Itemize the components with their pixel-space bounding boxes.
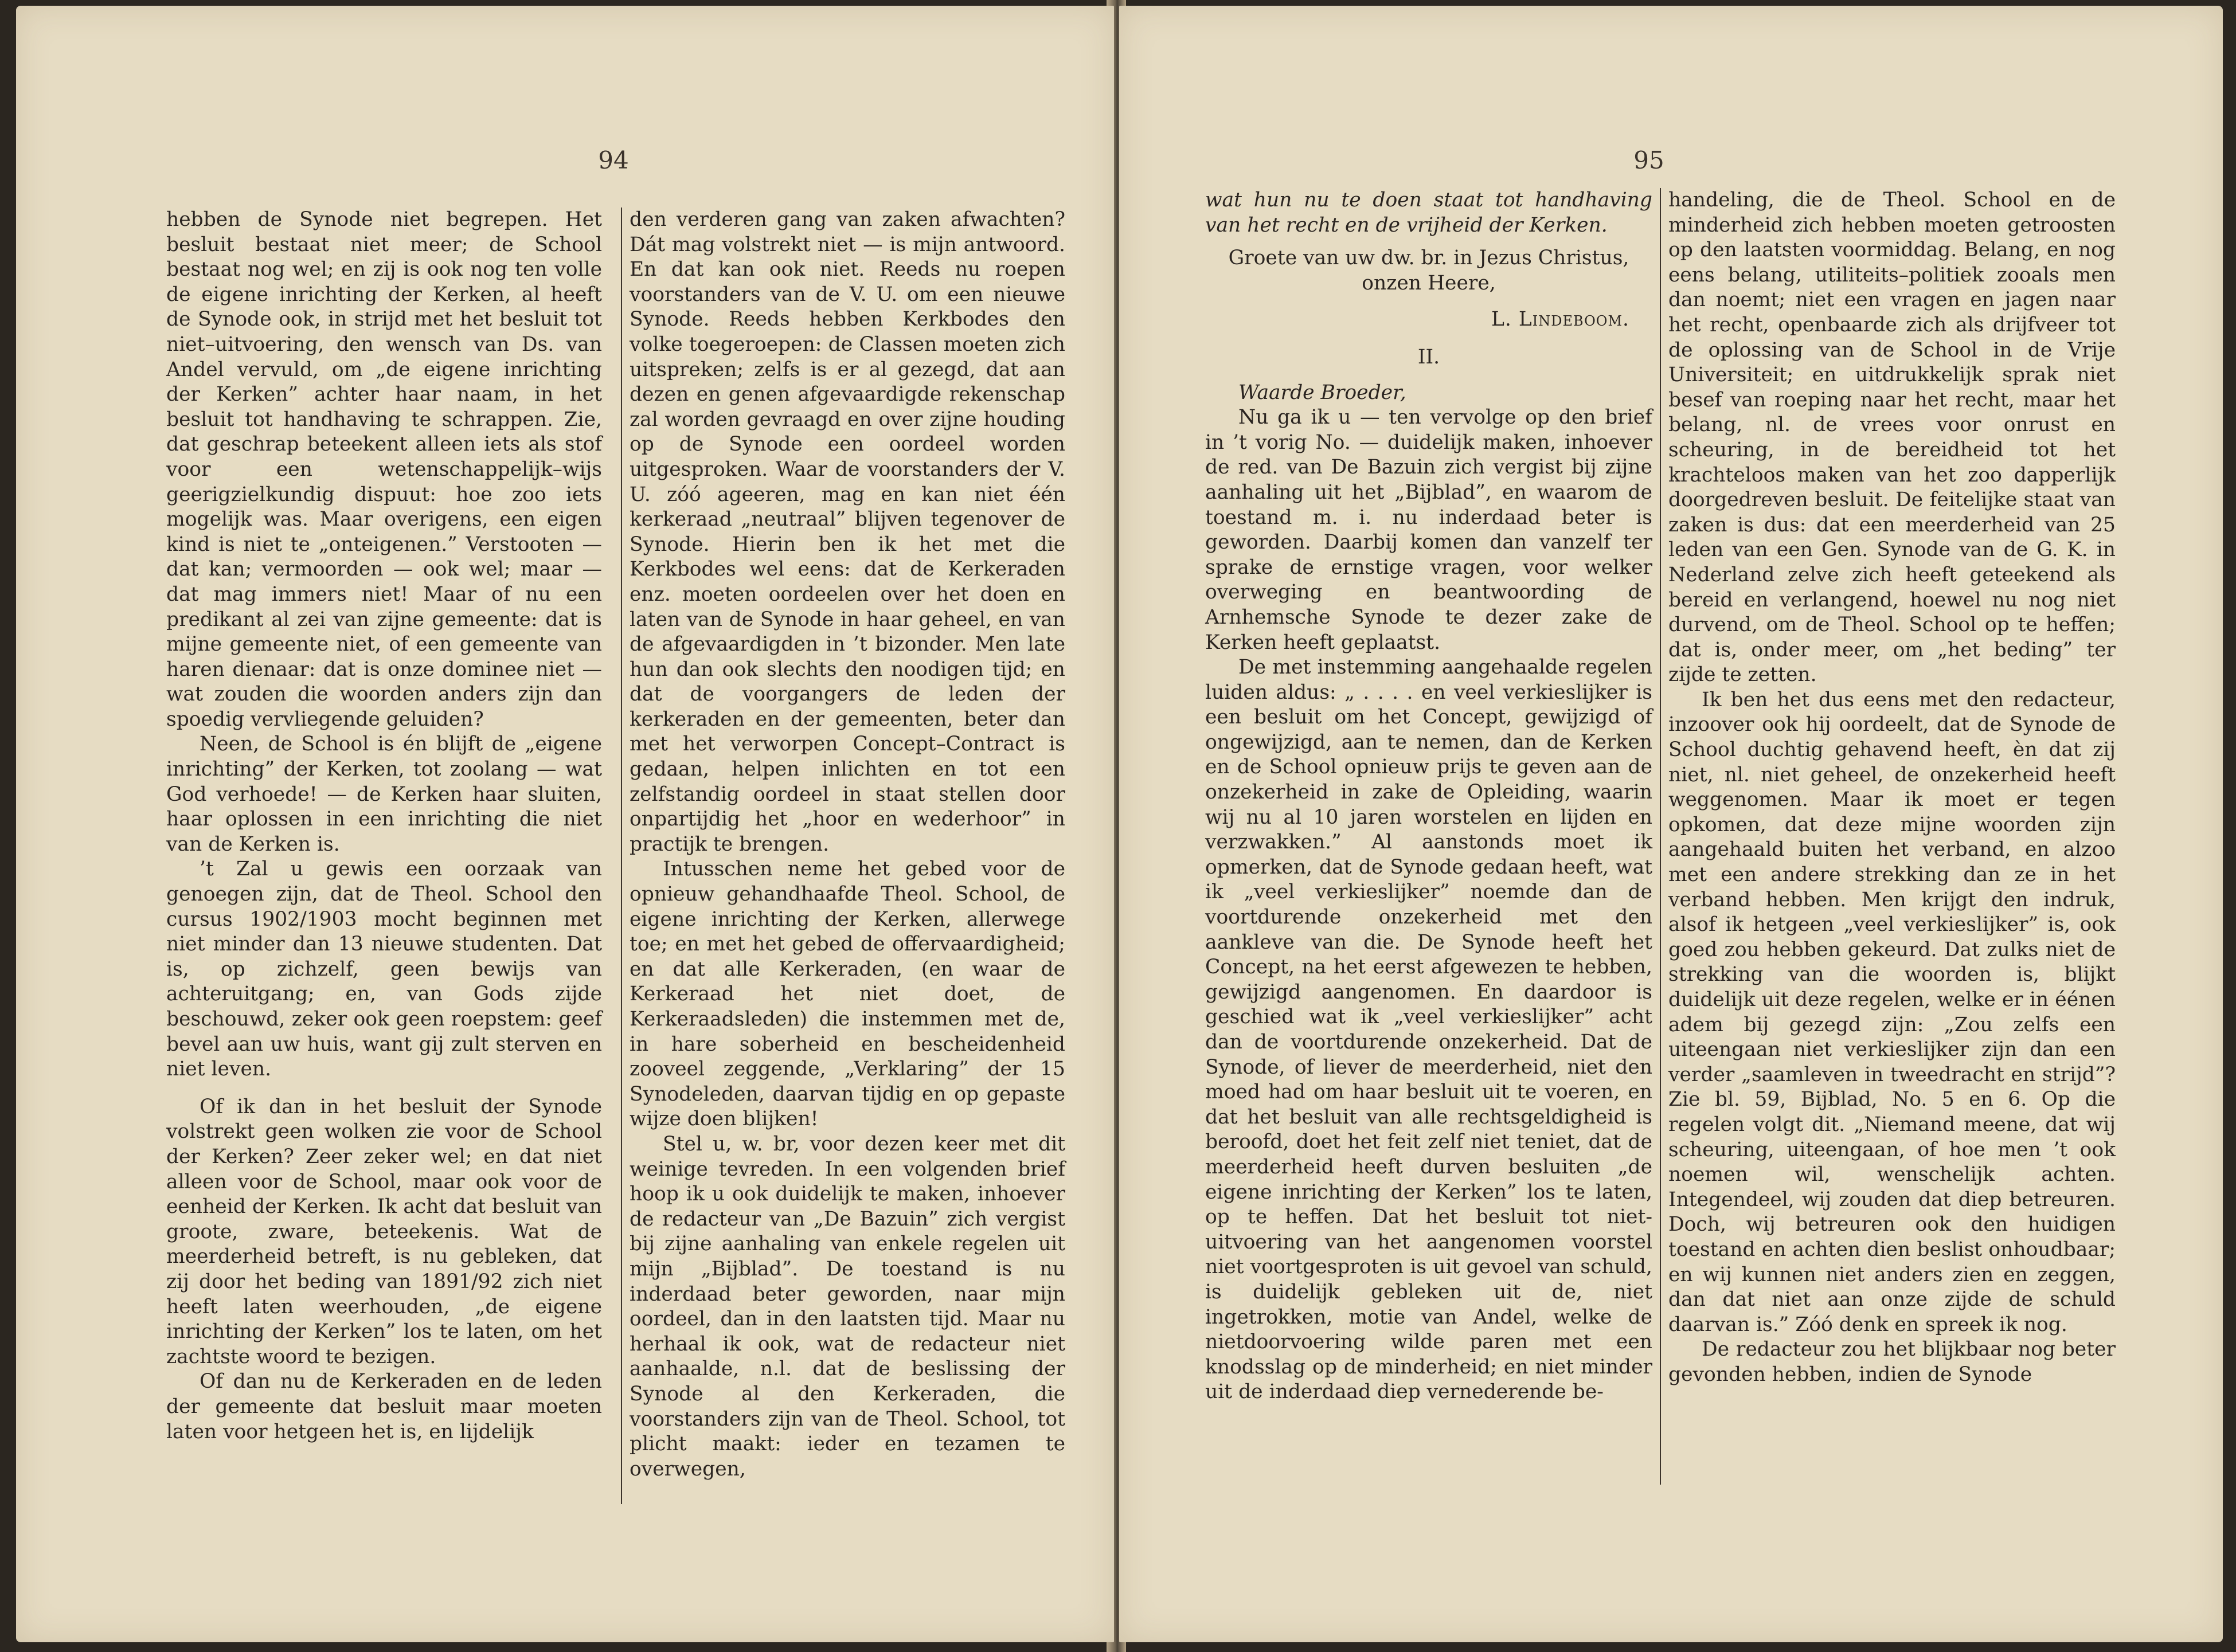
paragraph: den verderen gang van zaken afwachten? Dát mag volstrekt niet — is mijn antwoord. En dat kan ook niet. Reeds nu roepen voorstanders van de V. U. om een nieuwe Synode. Reeds hebben Kerkbodes den volke toegeroepen: de Classen moeten zich uitspreken; zelfs is er al gezegd, dat aan dezen en genen afgevaardigde rekenschap zal worden gevraagd en over zijne houding op de Synode een oordeel worden uitgesproken. Waar de voorstanders der V. U. zóó ageeren, mag en kan niet één kerkeraad „neutraal” blijven tegenover de Synode. Hierin ben ik het met die Kerkbodes wel eens: dat de Kerkeraden enz. moeten oordeelen over het doen en laten van de Synode in haar geheel, en van de afgevaardigden in ’t bizonder. Men late hun dan ook slechts den noodigen tijd; en dat de voorgangers de leden der kerkeraden en der gemeenten, beter dan met het verworpen Concept–Contract is gedaan, helpen inlichten en tot een zelfstandig oordeel in staat stellen door onpartijdig het „hoor en wederhoor” in practijk te brengen. xyxy=(630,208,1065,856)
right-page-column-1 xyxy=(1205,188,1652,1405)
paragraph: Stel u, w. br, voor dezen keer met dit weinige tevreden. In een volgenden brief hoop ik u ook duidelijk te maken, inhoever de redacteur van „De Bazuin” zich vergist bij zijne aanhaling van enkele regelen uit mijn „Bijblad”. De toestand is nu inderdaad beter geworden, naar mijn oordeel, dan in den laatsten tijd. Maar nu herhaal ik ook, wat de redacteur niet aanhaalde, n.l. dat de beslissing der Synode al den Kerkeraden, die voorstanders zijn van de Theol. School, tot plicht maakt: ieder en tezamen te overwegen, xyxy=(630,1132,1065,1481)
signature: L. Lindeboom. xyxy=(1491,308,1629,331)
page-number: 94 xyxy=(598,146,629,174)
paragraph: Intusschen neme het gebed voor de opnieuw gehandhaafde Theol. School, de eigene inrichting der Kerken, allerwege toe; en met het gebed de offervaardigheid; en dat alle Kerkeraden, (en waar de Kerkeraad het niet doet, de Kerkeraadsleden) die instemmen met de, in hare soberheid en bescheidenheid zooveel zeggende, „Verklaring” der 15 Synodeleden, daarvan tijdig en op gepaste wijze doen blijken! xyxy=(630,858,1065,1131)
paragraph: Of dan nu de Kerkeraden en de leden der gemeente dat besluit maar moeten laten voor hetgeen het is, en lijdelijk xyxy=(166,1370,602,1443)
paragraph: Neen, de School is én blijft de „eigene inrichting” der Kerken, tot zoolang — wat God verhoede! — de Kerken haar sluiten, haar oplossen in een inrichting die niet van de Kerken is. xyxy=(166,733,602,856)
paragraph: De redacteur zou het blijkbaar nog beter gevonden hebben, indien de Synode xyxy=(1668,1338,2116,1386)
left-page xyxy=(16,6,1114,1642)
paragraph: hebben de Synode niet begrepen. Het besluit bestaat niet meer; de School bestaat nog wel; en zij is ook nog ten volle de eigene inrichting der Kerken, al heeft de Synode ook, in strijd met het besluit tot niet–uitvoering, den wensch van Ds. van Andel vervuld, om „de eigene inrichting der Kerken” achter haar naam, in het besluit tot handhaving te schrappen. Zie, dat geschrap beteekent alleen iets als stof voor een wetenschappelijk–wijs geerigzielkundig dispuut: hoe zoo iets mogelijk was. Maar overigens, een eigen kind is niet te „onteigenen.” Verstooten — dat kan; vermoorden — ook wel; maar — dat mag immers niet! Maar of nu een predikant al zei van zijne gemeente: dat is mijne gemeente niet, of een gemeente van haren dienaar: dat is onze dominee niet — wat zouden die woorden anders zijn dan spoedig vervliegende geluiden? xyxy=(166,208,602,731)
paragraph: Nu ga ik u — ten vervolge op den brief in ’t vorig No. — duidelijk maken, inhoever de red. van De Bazuin zich vergist bij zijne aanhaling uit het „Bijblad”, en waarom de toestand m. i. nu inderdaad beter is geworden. Daarbij komen dan vanzelf ter sprake de ernstige vragen, voor welker overweging en beantwoording de Arnhemsche Synode te dezer zake de Kerken heeft geplaatst. xyxy=(1205,406,1652,654)
paragraph: Of ik dan in het besluit der Synode volstrekt geen wolken zie voor de School der Kerken? Zeer zeker wel; en dat niet alleen voor de School, maar ook voor de eenheid der Kerken. Ik acht dat besluit van groote, zware, beteekenis. Wat de meerderheid betreft, is nu gebleken, dat zij door het beding van 1891/92 zich niet heeft laten weerhouden, „de eigene inrichting der Kerken” los te laten, om het zachtste woord te bezigen. xyxy=(166,1095,602,1368)
closing-greeting: Groete van uw dw. br. in Jezus Christus, onzen Heere, xyxy=(1228,246,1629,295)
right-page-column-2 xyxy=(1668,188,2116,1388)
paragraph: De met instemming aangehaalde regelen luiden aldus: „ . . . . en veel verkieslijker is een besluit om het Concept, gewijzigd of ongewijzigd, aan te nemen, dan de Kerken en de School opnieuw prijs te geven aan de onzekerheid in zake de Opleiding, waarin wij nu al 10 jaren worstelen en lijden en verzwakken.” Al aanstonds moet ik opmerken, dat de Synode gedaan heeft, wat ik „veel verkieslijker” noemde dan de voortdurende onzekerheid met den aankleve van die. De Synode heeft het Concept, na het eerst afgewezen te hebben, gewijzigd aangenomen. En daardoor is geschied wat ik „veel verkieslijker” acht dan de voortdurende onzekerheid. Dat de Synode, of liever de meerderheid, niet den moed had om haar besluit uit te voeren, en dat het besluit van alle rechtsgeldigheid is beroofd, doet het feit zelf niet teniet, dat de meerderheid heeft durven besluiten „de eigene inrichting der Kerken” los te laten, op te heffen. Dat het besluit tot niet-uitvoering van het aangenomen voorstel niet voortgesproten is uit gevoel van schuld, is duidelijk gebleken uit de, niet ingetrokken, motie van Andel, welke de nietdoorvoering wilde paren met een knodsslag op de minderheid; en niet minder uit de inderdaad diep vernederende be- xyxy=(1205,656,1652,1404)
salutation: Waarde Broeder, xyxy=(1238,381,1406,404)
section-number: II. xyxy=(1417,345,1440,369)
paragraph: ’t Zal u gewis een oorzaak van genoegen zijn, dat de Theol. School den cursus 1902/1903 mocht beginnen met niet minder dan 13 nieuwe studenten. Dat is, op zichzelf, geen bewijs van achteruitgang; en, van Gods zijde beschouwd, zeker ook geen roepstem: geef bevel aan uw huis, want gij zult sterven en niet leven. xyxy=(166,858,602,1081)
paragraph: handeling, die de Theol. School en de minderheid zich hebben moeten getroosten op den laatsten voormiddag. Belang, en nog eens belang, utiliteits–politiek zooals men dan noemt; niet een vragen en jagen naar het recht, openbaarde zich als drijfveer tot de oplossing van de School in de Vrije Universiteit; en uitdrukkelijk sprak niet besef van roeping naar het recht, maar het belang, nl. de vrees voor onrust en scheuring, in de bereidheid tot het krachteloos maken van het zoo dapperlijk doorgedreven besluit. De feitelijke staat van zaken is dus: dat een meerderheid van 25 leden van een Gen. Synode van de G. K. in Nederland zelve zich heeft geteekend als bereid en verlangend, hoewel nu nog niet durvend, om de Theol. School op te heffen; dat is, onder meer, om „het beding” ter zijde te zetten. xyxy=(1668,189,2116,687)
column-rule xyxy=(1660,188,1661,1485)
column-rule xyxy=(621,208,622,1504)
paragraph: wat hun nu te doen staat tot handhaving van het recht en de vrijheid der Kerken. xyxy=(1205,189,1652,237)
right-page xyxy=(1119,6,2223,1642)
paragraph: Ik ben het dus eens met den redacteur, inzoover ook hij oordeelt, dat de Synode de School duchtig gehavend heeft, èn dat zij niet, nl. niet geheel, de onzekerheid heeft weggenomen. Maar ik moet er tegen opkomen, dat deze mijne woorden zijn aangehaald buiten het verband, en alzoo met een andere strekking dan ze in het verband hebben. Men krijgt den indruk, alsof ik hetgeen „veel verkieslijker” is, ook goed zou hebben gekeurd. Dat zulks niet de strekking van die woorden is, blijkt duidelijk uit deze regelen, welke er in éénen adem bij gezegd zijn: „Zou zelfs een uiteengaan niet verkieslijker zijn dan een verder „saamleven in tweedracht en strijd”? Zie bl. 59, Bijblad, No. 5 en 6. Op die regelen volgt dit. „Niemand meene, dat wij scheuring, uiteengaan, of hoe men ’t ook noemen wil, wenschelijk achten. Integendeel, wij zouden dat diep betreuren. Doch, wij betreuren ook den huidigen toestand en achten dien beslist onhoudbaar; en wij kunnen niet anders zien en zeggen, dan dat niet aan onze zijde de schuld daarvan is.” Zóó denk en spreek ik nog. xyxy=(1668,688,2116,1336)
left-page-column-2 xyxy=(630,208,1065,1482)
page-number: 95 xyxy=(1633,146,1664,174)
left-page-column-1 xyxy=(166,208,602,1444)
